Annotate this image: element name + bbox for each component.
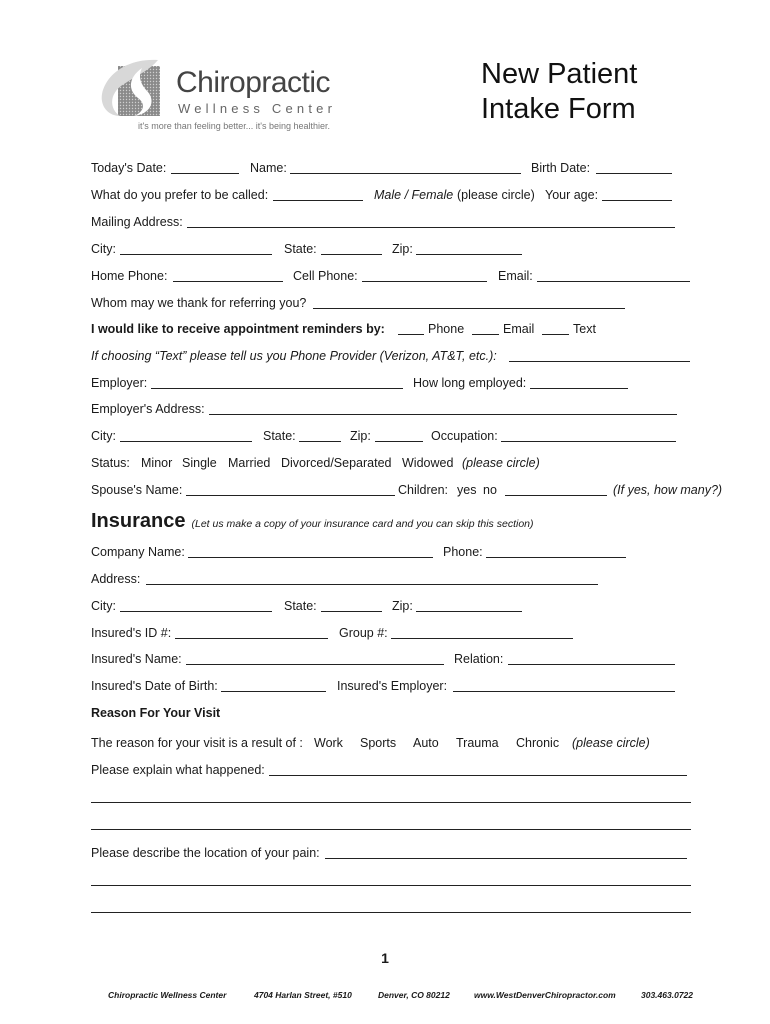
insurance-heading: [91, 510, 534, 533]
form-title-line1: New Patient: [481, 58, 638, 90]
children-count-field[interactable]: [505, 495, 607, 496]
insurance-city-label: City:: [91, 599, 116, 613]
home-phone-label: Home Phone:: [91, 269, 168, 283]
relation-label: Relation:: [454, 652, 504, 666]
email-label: Email:: [498, 269, 533, 283]
insurance-zip-label: Zip:: [392, 599, 413, 613]
insurance-phone-field[interactable]: [486, 557, 626, 558]
mailing-address-label: Mailing Address:: [91, 215, 183, 229]
insurance-state-field[interactable]: [321, 611, 382, 612]
footer-phone: 303.463.0722: [641, 990, 693, 1000]
insured-id-label: Insured's ID #:: [91, 626, 172, 640]
employer-city-label: City:: [91, 429, 116, 443]
group-label: Group #:: [339, 626, 388, 640]
pain-line-2[interactable]: [91, 885, 691, 886]
employer-field[interactable]: [151, 388, 403, 389]
state-label: State:: [284, 242, 317, 256]
visit-reason-label: The reason for your visit is a result of :: [91, 736, 303, 750]
status-option-single[interactable]: Single: [182, 456, 217, 470]
insurance-state-label: State:: [284, 599, 317, 613]
insured-employer-field[interactable]: [453, 691, 675, 692]
insured-employer-label: Insured's Employer:: [337, 679, 448, 693]
logo-name: Chiropractic: [176, 66, 331, 99]
todays-date-field[interactable]: [171, 173, 239, 174]
employer-state-field[interactable]: [299, 441, 341, 442]
reminder-phone-field[interactable]: [398, 334, 424, 335]
group-field[interactable]: [391, 638, 573, 639]
reason-option-auto[interactable]: Auto: [413, 736, 439, 750]
city-field[interactable]: [120, 254, 272, 255]
employer-address-field[interactable]: [209, 414, 677, 415]
reason-option-chronic[interactable]: Chronic: [516, 736, 560, 750]
how-long-label: How long employed:: [413, 376, 527, 390]
pain-location-label: Please describe the location of your pain:: [91, 846, 320, 860]
spouse-name-label: Spouse's Name:: [91, 483, 183, 497]
status-option-divorced[interactable]: Divorced/Separated: [281, 456, 392, 470]
visit-reason-note: (please circle): [572, 736, 650, 750]
footer-website[interactable]: www.WestDenverChiropractor.com: [474, 990, 616, 1000]
referral-field[interactable]: [313, 308, 625, 309]
pain-location-field[interactable]: [325, 858, 687, 859]
gender-note: (please circle): [457, 188, 535, 202]
zip-label: Zip:: [392, 242, 413, 256]
home-phone-field[interactable]: [173, 281, 283, 282]
cell-phone-label: Cell Phone:: [293, 269, 358, 283]
preferred-name-field[interactable]: [273, 200, 363, 201]
status-note: (please circle): [462, 456, 540, 470]
reminder-text-label: Text: [573, 322, 596, 336]
form-title: [481, 57, 637, 127]
occupation-field[interactable]: [501, 441, 676, 442]
cell-phone-field[interactable]: [362, 281, 487, 282]
clinic-logo: [98, 56, 358, 138]
footer-org: Chiropractic Wellness Center: [108, 990, 227, 1000]
company-name-field[interactable]: [188, 557, 433, 558]
preferred-name-label: What do you prefer to be called:: [91, 188, 269, 202]
reminder-email-label: Email: [503, 322, 535, 336]
form-title-line2: Intake Form: [481, 93, 636, 125]
employer-address-label: Employer's Address:: [91, 402, 205, 416]
relation-field[interactable]: [508, 664, 675, 665]
insurance-note: (Let us make a copy of your insurance card and you can skip this section): [191, 518, 534, 530]
insured-id-field[interactable]: [175, 638, 328, 639]
children-no-option[interactable]: no: [483, 483, 497, 497]
employer-zip-label: Zip:: [350, 429, 371, 443]
reason-option-work[interactable]: Work: [314, 736, 343, 750]
age-label: Your age:: [545, 188, 599, 202]
spine-swirl-icon: [98, 56, 176, 120]
mailing-address-field[interactable]: [187, 227, 675, 228]
explain-line-2[interactable]: [91, 802, 691, 803]
name-label: Name:: [250, 161, 287, 175]
children-count-note: (If yes, how many?): [613, 483, 723, 497]
state-field[interactable]: [321, 254, 382, 255]
reminder-email-field[interactable]: [472, 334, 499, 335]
insured-name-field[interactable]: [186, 664, 444, 665]
logo-tagline: it's more than feeling better... it's being healthier.: [138, 121, 331, 131]
insurance-address-label: Address:: [91, 572, 141, 586]
children-yes-option[interactable]: yes: [457, 483, 477, 497]
reminder-text-field[interactable]: [542, 334, 569, 335]
explain-label: Please explain what happened:: [91, 763, 265, 777]
footer-street: 4704 Harlan Street, #510: [254, 990, 352, 1000]
pain-line-3[interactable]: [91, 912, 691, 913]
status-option-married[interactable]: Married: [228, 456, 271, 470]
reminders-label: I would like to receive appointment reminders by:: [91, 322, 385, 336]
reason-option-sports[interactable]: Sports: [360, 736, 397, 750]
footer-city: Denver, CO 80212: [378, 990, 450, 1000]
status-option-minor[interactable]: Minor: [141, 456, 173, 470]
employer-city-field[interactable]: [120, 441, 252, 442]
how-long-field[interactable]: [530, 388, 628, 389]
city-label: City:: [91, 242, 116, 256]
insured-dob-field[interactable]: [221, 691, 326, 692]
insurance-phone-label: Phone:: [443, 545, 483, 559]
birth-date-field[interactable]: [596, 173, 672, 174]
insurance-city-field[interactable]: [120, 611, 272, 612]
gender-options[interactable]: Male / Female: [374, 188, 454, 202]
status-option-widowed[interactable]: Widowed: [402, 456, 454, 470]
page-number: 1: [381, 950, 389, 966]
employer-label: Employer:: [91, 376, 148, 390]
children-label: Children:: [398, 483, 449, 497]
birth-date-label: Birth Date:: [531, 161, 591, 175]
referral-label: Whom may we thank for referring you?: [91, 296, 307, 310]
spouse-name-field[interactable]: [186, 495, 395, 496]
insurance-address-field[interactable]: [146, 584, 598, 585]
status-label: Status:: [91, 456, 130, 470]
explain-line-3[interactable]: [91, 829, 691, 830]
company-name-label: Company Name:: [91, 545, 185, 559]
todays-date-label: Today's Date:: [91, 161, 167, 175]
zip-field[interactable]: [416, 254, 522, 255]
occupation-label: Occupation:: [431, 429, 498, 443]
insured-name-label: Insured's Name:: [91, 652, 182, 666]
email-field[interactable]: [537, 281, 690, 282]
insured-dob-label: Insured's Date of Birth:: [91, 679, 218, 693]
phone-provider-label: If choosing “Text” please tell us you Phone Provider (Verizon, AT&T, etc.):: [91, 349, 497, 363]
insurance-title: Insurance: [91, 510, 186, 532]
reason-option-trauma[interactable]: Trauma: [456, 736, 499, 750]
reminder-phone-label: Phone: [428, 322, 465, 336]
age-field[interactable]: [602, 200, 672, 201]
visit-heading: Reason For Your Visit: [91, 706, 221, 720]
insurance-zip-field[interactable]: [416, 611, 522, 612]
employer-zip-field[interactable]: [375, 441, 423, 442]
logo-subtitle: Wellness Center: [178, 101, 337, 116]
name-field[interactable]: [290, 173, 521, 174]
explain-field[interactable]: [269, 775, 687, 776]
phone-provider-field[interactable]: [509, 361, 690, 362]
employer-state-label: State:: [263, 429, 296, 443]
